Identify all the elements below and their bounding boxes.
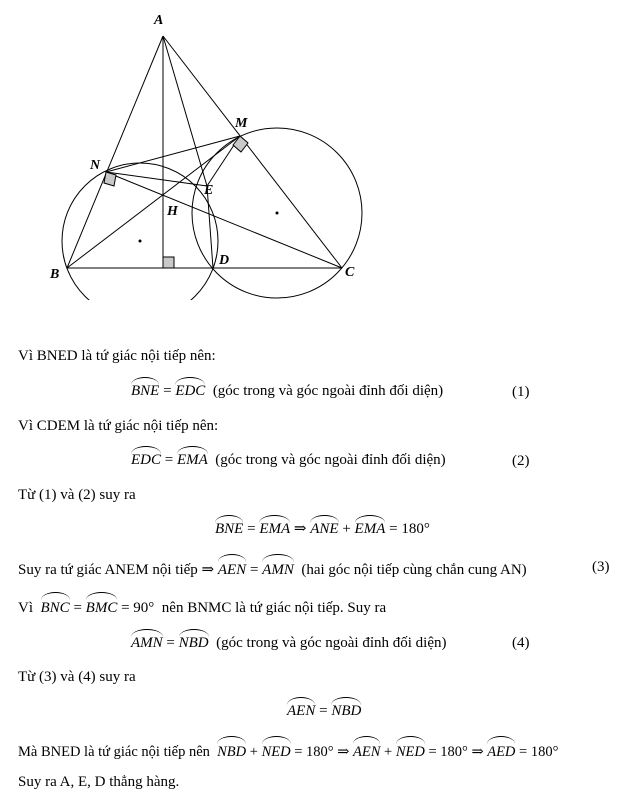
equation-5: AEN = NBD	[287, 700, 361, 720]
label-h: H	[167, 204, 178, 219]
equation-4: AMN = NBD (góc trong và góc ngoài đỉnh đối diện)	[131, 632, 447, 652]
text-line-7: Mà BNED là tứ giác nội tiếp nên NBD + NED = 180° ⇒ AEN + NED = 180° ⇒ AED = 180°	[18, 739, 558, 762]
center-dot-1	[139, 240, 142, 243]
equation-3-number: (3)	[592, 559, 610, 575]
text-line-8: Suy ra A, E, D thẳng hàng.	[18, 774, 180, 790]
segment-ne	[106, 172, 207, 186]
geometry-figure	[0, 0, 638, 300]
segment-bm	[67, 136, 240, 268]
label-c: C	[345, 265, 355, 280]
angle-edc-2: EDC	[131, 449, 161, 469]
segment-ed	[207, 186, 213, 268]
equation-3: BNE = EMA ⇒ ANE + EMA = 180°	[215, 518, 430, 538]
segment-ae	[163, 36, 207, 186]
equation-4-number: (4)	[512, 635, 530, 651]
side-ab	[67, 36, 163, 268]
equation-2-note: (góc trong và góc ngoài đỉnh đối diện)	[215, 452, 446, 468]
text-line-6: Từ (3) và (4) suy ra	[18, 669, 136, 685]
text-line-1: Vì BNED là tứ giác nội tiếp nên:	[18, 348, 216, 364]
equation-1: BNE = EDC (góc trong và góc ngoài đỉnh đối diện)	[131, 380, 443, 400]
text-line-4: Suy ra tứ giác ANEM nội tiếp ⇒ AEN = AMN (hai góc nội tiếp cùng chắn cung AN)	[18, 557, 527, 580]
right-angle-mark-d	[163, 257, 174, 268]
label-d: D	[219, 253, 230, 268]
label-m: M	[235, 116, 248, 131]
equation-2: EDC = EMA (góc trong và góc ngoài đỉnh đối diện)	[131, 449, 446, 469]
circle-bned	[62, 163, 218, 300]
label-a: A	[154, 13, 164, 28]
right-angle-mark-n	[104, 172, 116, 186]
text-line-5: Vì BNC = BMC = 90° nên BNMC là tứ giác nội tiếp. Suy ra	[18, 595, 386, 618]
angle-edc: EDC	[175, 380, 205, 400]
label-e: E	[204, 183, 214, 198]
label-b: B	[50, 267, 60, 282]
label-n: N	[90, 158, 101, 173]
angle-ema: EMA	[177, 449, 208, 469]
equation-2-number: (2)	[512, 453, 530, 469]
equation-1-note: (góc trong và góc ngoài đỉnh đối diện)	[212, 383, 444, 399]
angle-bne: BNE	[131, 380, 159, 400]
center-dot-2	[276, 212, 279, 215]
equation-1-number: (1)	[512, 384, 530, 400]
text-line-3: Từ (1) và (2) suy ra	[18, 487, 136, 503]
side-ac	[163, 36, 342, 268]
text-line-2: Vì CDEM là tứ giác nội tiếp nên:	[18, 418, 219, 434]
